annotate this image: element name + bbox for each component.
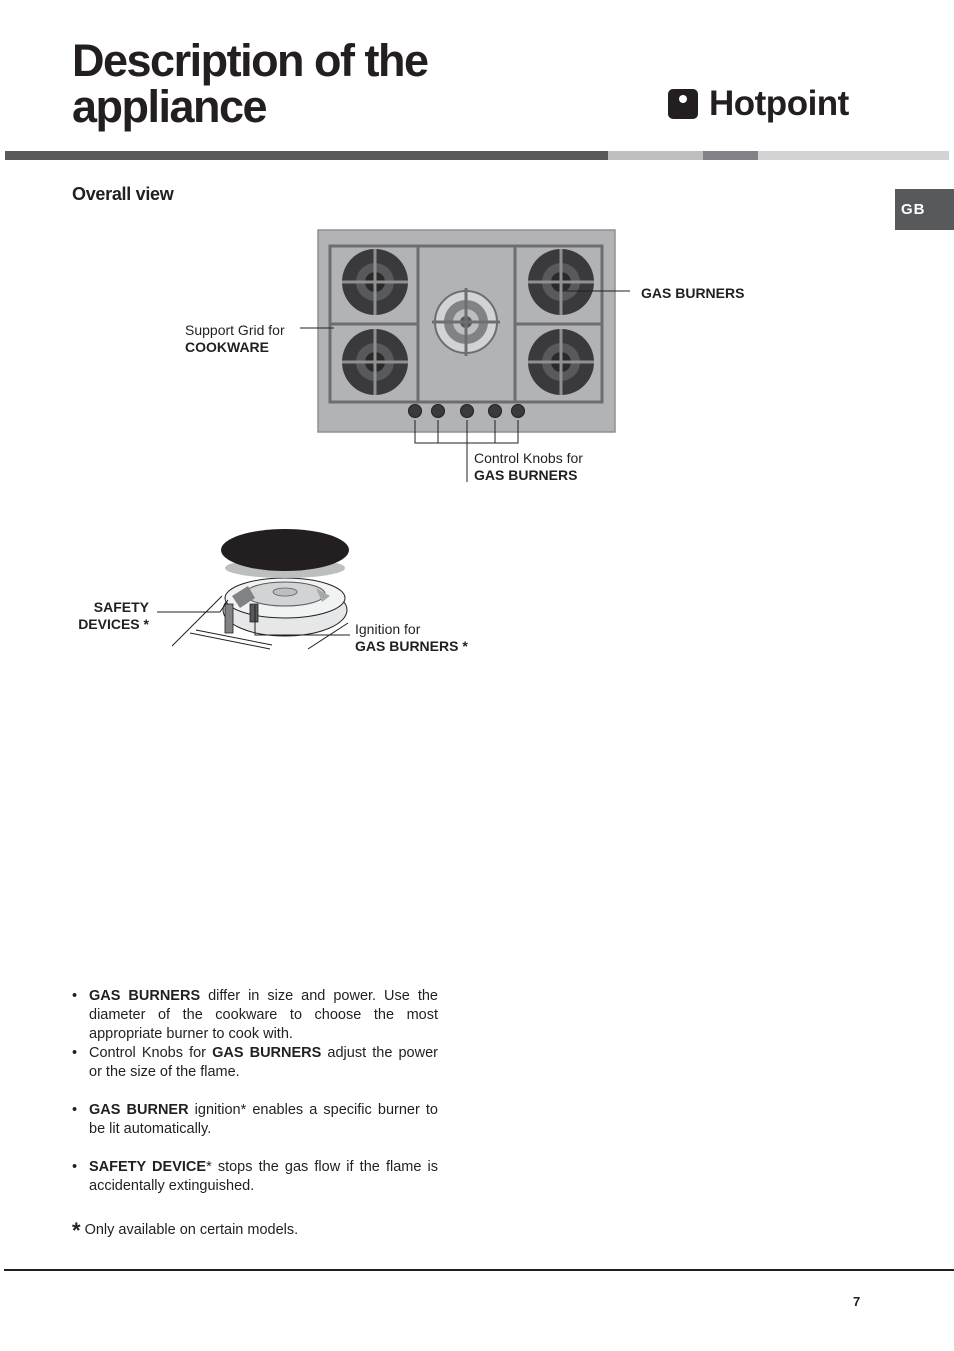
- label-safety-line2: DEVICES *: [78, 616, 149, 632]
- burner-rear-right: [528, 249, 594, 315]
- header-bar-mid: [703, 151, 758, 160]
- burner-cap: [221, 529, 349, 578]
- footnote: [72, 1218, 298, 1244]
- language-tab-label: GB: [901, 201, 926, 218]
- page-title: [72, 35, 428, 132]
- label-support-grid-line1: Support Grid for: [185, 322, 285, 338]
- footnote-star: *: [72, 1218, 81, 1243]
- list-item: [72, 987, 438, 1044]
- list-item-text: * stops the gas flow if the flame is accidentally extinguished.: [89, 1159, 439, 1194]
- list-item-text: differ in size and power. Use the diameter of the cookware to choose the most appropriate burner to cook with.: [89, 988, 438, 1042]
- footer-rule: [4, 1269, 954, 1271]
- list-item: [72, 1158, 438, 1196]
- burner-front-left: [342, 329, 408, 395]
- feature-list: [72, 987, 438, 1196]
- header-bar-dark: [5, 151, 608, 160]
- header-bar-pale: [758, 151, 949, 160]
- burner-rear-left: [342, 249, 408, 315]
- section-heading: Overall view: [72, 184, 174, 204]
- title-line-1: Description of the: [72, 35, 428, 86]
- footnote-text: Only available on certain models.: [80, 1222, 299, 1238]
- list-item-bold: GAS BURNERS: [89, 988, 201, 1004]
- brand-name: Hotpoint: [709, 84, 849, 123]
- list-item-prefix: Control Knobs for: [89, 1045, 213, 1061]
- list-item-bold: SAFETY DEVICE: [89, 1159, 207, 1175]
- burner-front-right: [528, 329, 594, 395]
- burner-base: [223, 578, 347, 636]
- list-item: [72, 1101, 438, 1139]
- list-item-text: adjust the power or the size of the flame.: [89, 1045, 438, 1080]
- list-item-text: ignition* enables a specific burner to be lit automatically.: [89, 1102, 438, 1137]
- logo-mark-icon: [668, 89, 698, 119]
- list-item: [72, 1044, 438, 1082]
- label-control-knobs: [474, 450, 583, 484]
- label-safety-devices: [74, 599, 149, 633]
- list-item-bold: GAS BURNERS: [212, 1045, 322, 1061]
- label-control-knobs-line1: Control Knobs for: [474, 450, 583, 466]
- label-safety-line1: SAFETY: [93, 599, 149, 615]
- list-item-bold: GAS BURNER: [89, 1102, 189, 1118]
- label-ignition: [355, 621, 468, 655]
- label-gas-burners: [641, 285, 744, 302]
- label-gas-burners-text: GAS BURNERS: [641, 285, 745, 301]
- title-line-2: appliance: [72, 81, 267, 132]
- header-bar-light: [608, 151, 703, 160]
- label-ignition-line1: Ignition for: [355, 621, 421, 637]
- page-number: 7: [853, 1294, 861, 1309]
- label-control-knobs-line2: GAS BURNERS: [474, 467, 578, 483]
- burner-detail-diagram: [0, 520, 954, 660]
- label-support-grid: [185, 322, 285, 356]
- hotpoint-logo: [667, 86, 867, 126]
- label-ignition-line2: GAS BURNERS *: [355, 638, 468, 654]
- label-support-grid-line2: COOKWARE: [185, 339, 269, 355]
